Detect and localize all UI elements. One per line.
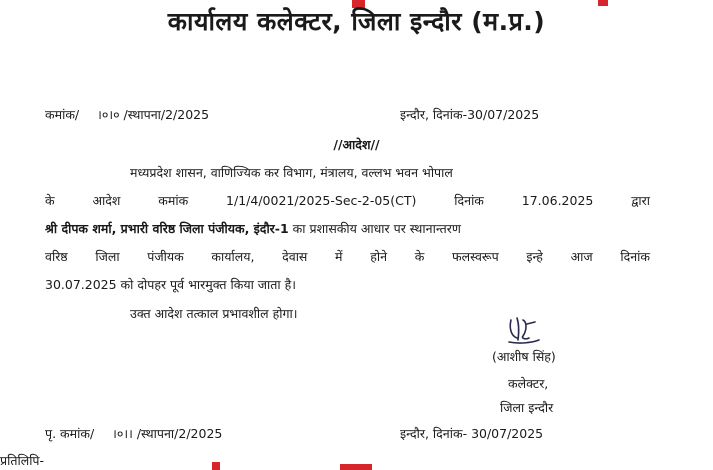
red-seal-mark-bottom-left	[212, 462, 220, 470]
reference-number	[45, 106, 209, 123]
office-title: कार्यालय कलेक्टर, जिला इन्दौर (म.प्र.)	[167, 7, 546, 36]
copy-label: प्रतिलिपि-	[0, 453, 45, 468]
body-line-1: मध्यप्रदेश शासन, वाणिज्यिक कर विभाग, मंत्रालय, वल्लभ भवन भोपाल	[130, 165, 453, 180]
endorsement-number-value: ।०।। /स्थापना/2/2025	[112, 426, 223, 441]
reference-number-value: ।०।० /स्थापना/2/2025	[97, 107, 210, 122]
endorsement-number-label: पृ. कमांक/	[45, 426, 95, 441]
signatory-designation: कलेक्टर,	[508, 376, 549, 391]
body-line-4: वरिष्ठ जिला पंजीयक कार्यालय, देवास में होने के फलस्वरूप इन्हे आज दिनांक	[45, 249, 650, 264]
order-heading: //आदेश//	[333, 137, 380, 152]
signature-mark	[505, 314, 545, 346]
signatory-district: जिला इन्दौर	[500, 400, 554, 415]
red-seal-mark-bottom-right	[340, 464, 372, 470]
endorsement-place-date: इन्दौर, दिनांक- 30/07/2025	[400, 426, 544, 441]
endorsement-number	[45, 425, 222, 442]
signatory-name: (आशीष सिंह)	[492, 349, 556, 364]
body-line-6: उक्त आदेश तत्काल प्रभावशील होगा।	[130, 306, 298, 321]
reference-number-label: कमांक/	[45, 107, 80, 122]
officer-name: श्री दीपक शर्मा, प्रभारी वरिष्ठ जिला पंजीयक, इंदौर-1	[45, 221, 289, 236]
body-line-3	[45, 220, 650, 237]
body-line-3-rest: का प्रशासकीय आधार पर स्थानान्तरण	[288, 221, 461, 236]
body-line-2: के आदेश कमांक 1/1/4/0021/2025-Sec-2-05(CT) दिनांक 17.06.2025 द्वारा	[45, 193, 650, 208]
reference-place-date: इन्दौर, दिनांक-30/07/2025	[400, 107, 540, 122]
body-line-5: 30.07.2025 को दोपहर पूर्व भारमुक्त किया जाता है।	[45, 277, 297, 292]
